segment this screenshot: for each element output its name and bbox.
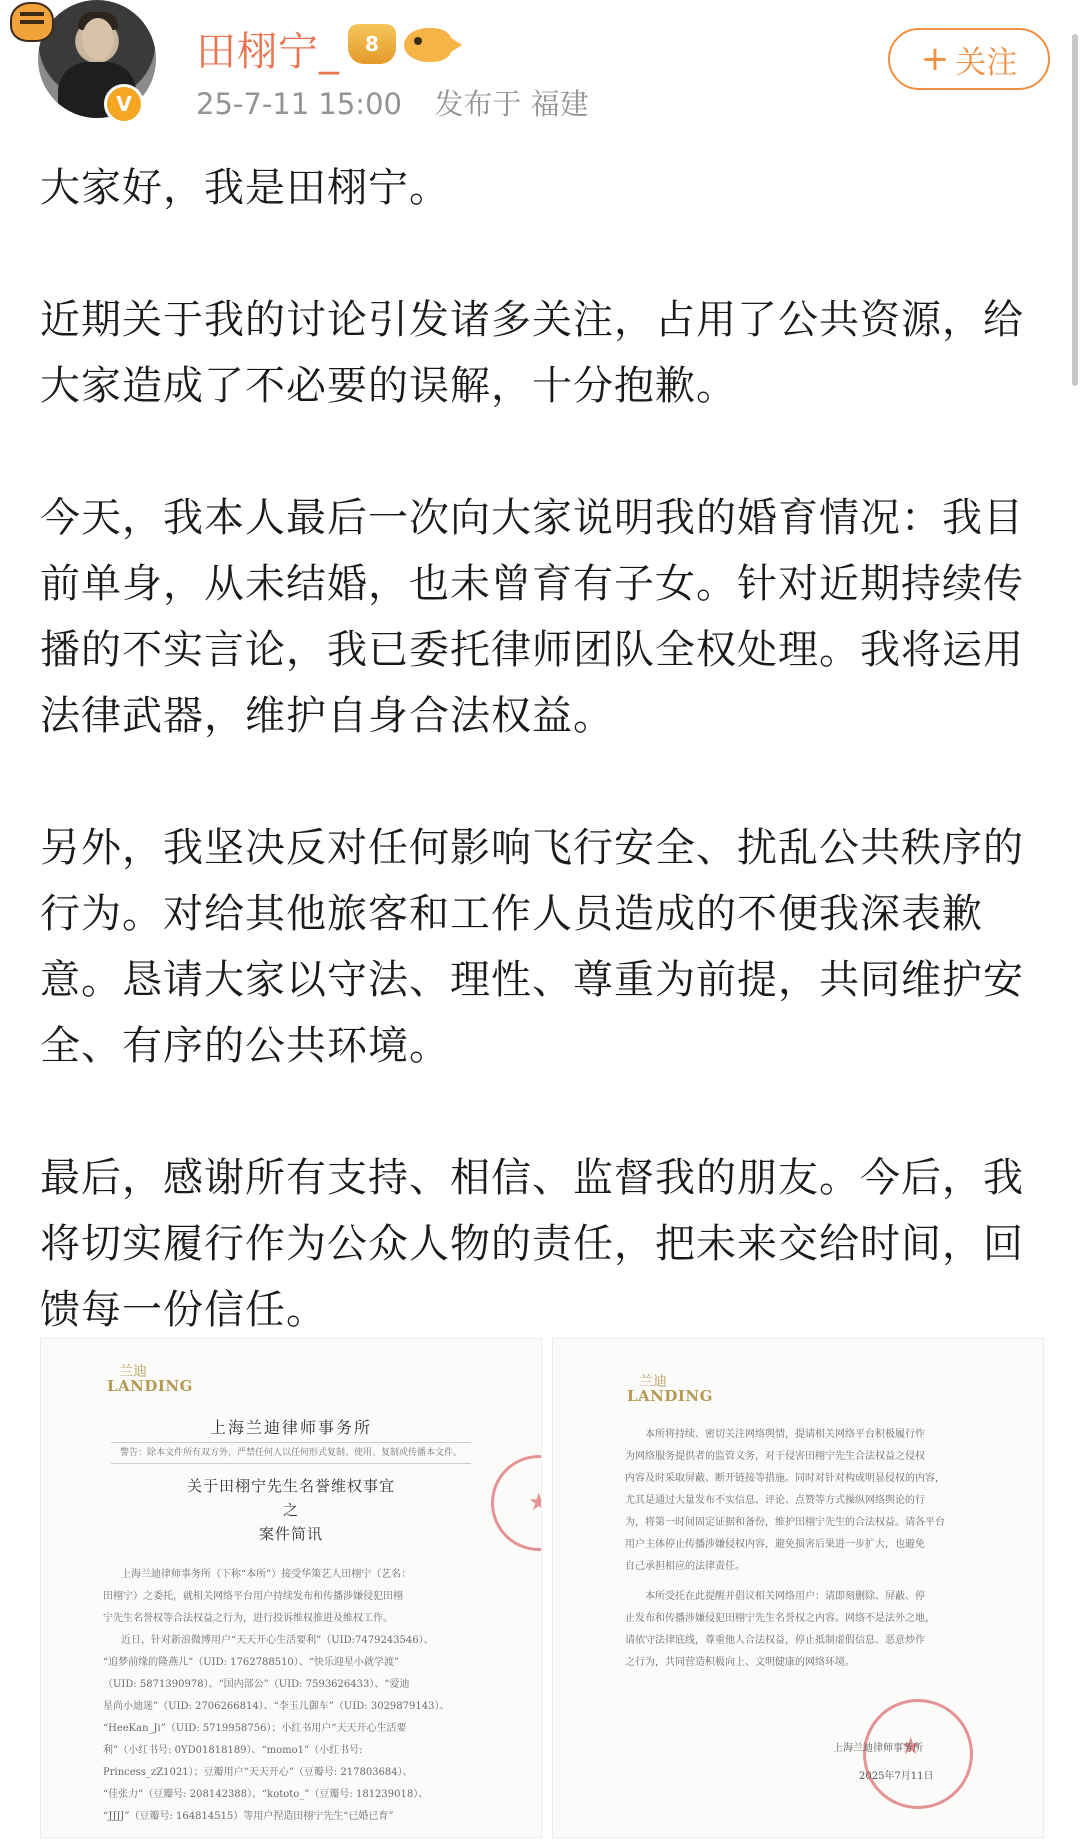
document-line: 近日，针对新浪微博用户“天天开心生活要利”（UID:7479243546）、 [121,1635,434,1646]
document-line: 请依守法律底线，尊重他人合法权益，停止抵制虚假信息、恶意炒作 [625,1635,925,1646]
document-subtitle: 案件简讯 [258,1525,323,1543]
post-paragraph: 另外，我坚决反对任何影响飞行安全、扰乱公共秩序的行为。对给其他旅客和工作人员造成的不便我深表歉意。恳请大家以守法、理性、尊重为前提，共同维护安全、有序的公共环境。 [40,825,1024,1069]
post-location: 发布于 福建 [434,87,589,121]
document-line: 本所受托在此提醒并倡议相关网络用户：请即刻删除、屏蔽、停 [645,1591,925,1602]
document-line: 止发布和传播涉嫌侵犯田栩宁先生名誉权之内容。网络不是法外之地， [625,1613,935,1624]
document-line: “HeeKan_Ji”（UID: 5719958756）；小红书用户“天天开心生活要 [103,1723,407,1734]
firm-logo-en: LANDING [107,1377,193,1395]
firm-logo-en: LANDING [627,1387,713,1405]
document-line: 宁先生名誉权等合法权益之行为，进行投诉维权推进及维权工作。 [103,1613,393,1624]
document-line: （UID: 5871390978）、“国内部公”（UID: 7593626433）、“爱迪 [103,1679,410,1690]
document-line: 自己承担相应的法律责任。 [625,1561,745,1572]
document-line: 为网络服务提供者的监管义务，对于侵害田栩宁先生合法权益之侵权 [625,1451,925,1462]
post-time: 25-7-11 15:00 [196,87,402,121]
post-meta [196,82,589,123]
document-line: 上海兰迪律师事务所（下称“本所”）接受华策艺人田栩宁（艺名： [121,1569,412,1580]
document-line: 田栩宁）之委托，就相关网络平台用户持续发布和传播涉嫌侵犯田栩 [103,1591,403,1602]
scrollbar-thumb[interactable] [1072,34,1078,386]
document-line: “佳张力”（豆瓣号: 208142388）、“kototo_”（豆瓣号: 181239018）、 [103,1789,429,1800]
post-header [0,0,1080,150]
document-firm-name: 上海兰迪律师事务所 [209,1418,372,1437]
document-title: 关于田栩宁先生名誉维权事宜 [186,1477,395,1495]
document-line: 为，将第一时间固定证据和备份，维护田栩宁先生的合法权益。请各平台 [625,1517,945,1528]
document-line: “JJJJ”（豆瓣号: 164814515）等用户捏造田栩宁先生“已婚已育” [103,1811,394,1822]
crown-level-badge-icon[interactable]: 8 [348,24,396,64]
post-paragraph: 最后，感谢所有支持、相信、监督我的朋友。今后，我将切实履行作为公众人物的责任，把未来交给时间，回馈每一份信任。 [40,1155,1024,1333]
document-notice: 警告：除本文件所有双方外，严禁任何人以任何形式复制、使用、复制或传播本文件。 [111,1442,471,1464]
legal-document-image-2[interactable] [552,1338,1044,1838]
document-line: 之行为，共同营造积极向上、文明健康的网络环境。 [625,1657,855,1668]
document-line: 用户主体停止传播涉嫌侵权内容，避免损害后果进一步扩大，也避免 [625,1539,925,1550]
firm-logo-cn: 兰迪 [639,1374,667,1390]
document-line: “追梦前缘的隆燕儿”（UID: 1762788510）、“快乐迎星小就学渡” [103,1657,400,1668]
document-line: 星尚小迪迷”（UID: 2706266814）、“李玉儿御车”（UID: 3029879143）、 [103,1701,450,1712]
post-paragraph: 近期关于我的讨论引发诸多关注，占用了公共资源，给大家造成了不必要的误解，十分抱歉。 [40,297,1024,409]
fish-badge-icon[interactable] [404,28,452,62]
firm-logo-cn: 兰迪 [119,1364,147,1380]
avatar-face [82,18,114,60]
document-signature-firm: 上海兰迪律师事务所 [833,1743,923,1754]
post-paragraph: 今天，我本人最后一次向大家说明我的婚育情况：我目前单身，从未结婚，也未曾育有子女。针对近期持续传播的不实言论，我已委托律师团队全权处理。我将运用法律武器，维护自身合法权益。 [40,495,1024,739]
follow-button[interactable] [888,28,1050,90]
document-signature-date: 2025年7月11日 [859,1771,934,1782]
document-line: Princess_zZ1021）；豆瓣用户“天天开心”（豆瓣号: 217803684）、 [103,1767,413,1778]
document-line: 内容及时采取屏蔽、断开链接等措施。同时对针对构成明显侵权的内容， [625,1473,945,1484]
follow-label: 关注 [955,44,1018,81]
document-title-connector: 之 [282,1501,299,1519]
document-line: 利”（小红书号: 0YD01818189）、“momo1”（小红书号: [103,1745,363,1756]
legal-document-image-1[interactable] [40,1338,542,1838]
verified-badge-icon: V [104,84,144,124]
post-body [40,155,1050,1343]
document-line: 尤其是通过大量发布不实信息、评论、点赞等方式操纵网络舆论的行 [625,1495,925,1506]
tiger-avatar-frame-icon [10,2,54,42]
user-name[interactable]: 田栩宁_ [196,29,340,75]
post-paragraph: 大家好，我是田栩宁。 [40,165,450,211]
fish-eye [414,37,422,45]
document-line: 本所将持续、密切关注网络舆情，提请相关网络平台积极履行作 [645,1429,925,1440]
plus-icon: + [920,39,950,79]
